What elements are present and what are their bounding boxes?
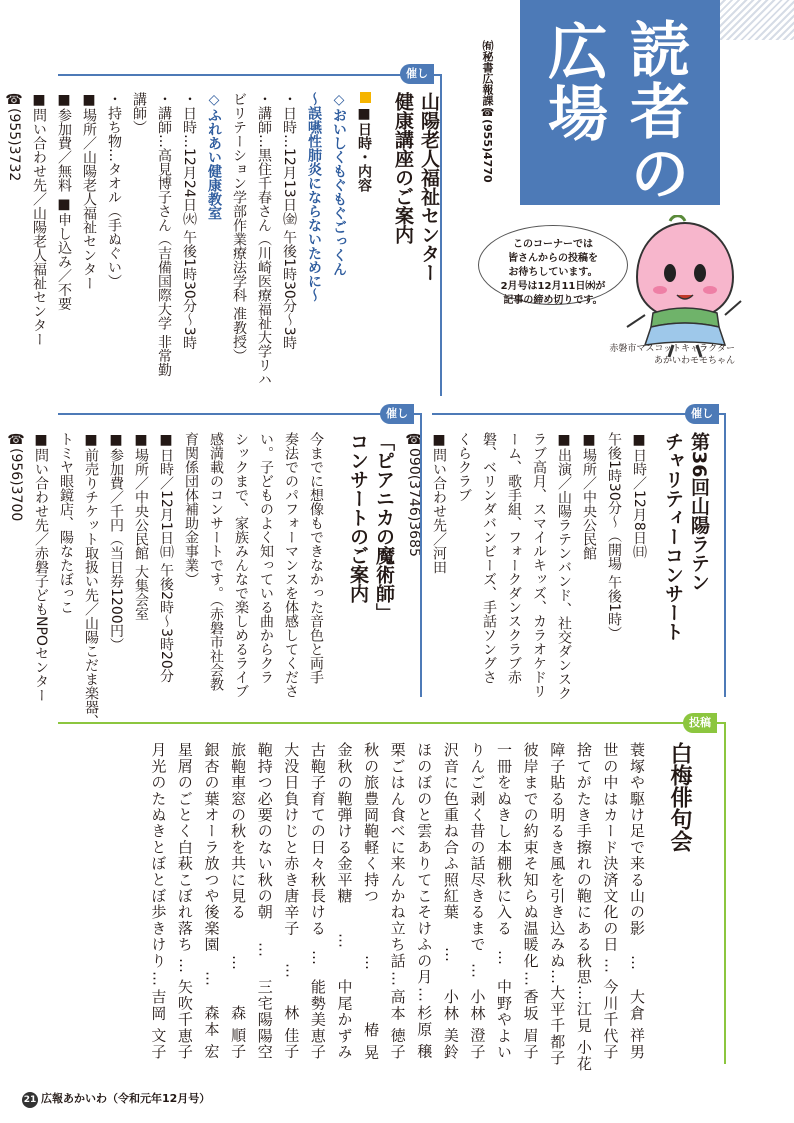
- haiku-item: [171, 742, 198, 1060]
- section-tag: 催し: [380, 404, 414, 424]
- page-title-line2: 広場: [538, 20, 608, 144]
- haiku-poem: 捨てがたき手擦れの鞄にある秋思: [574, 742, 593, 985]
- haiku-poem: 障子貼る明るき風を引き込みぬ: [548, 742, 567, 969]
- haiku-separator: …: [548, 968, 567, 986]
- haiku-author: 三宅陽陽空: [255, 979, 274, 1060]
- section4-heading: 白梅俳句会: [667, 742, 692, 852]
- haiku-separator: …: [362, 954, 381, 971]
- haiku-author: 杉原 穣: [415, 1005, 434, 1060]
- haiku-separator: …: [468, 962, 487, 980]
- body-line: い。子どものよく知っている曲からクラ: [258, 432, 274, 684]
- body-line: ☎(955)3732: [6, 92, 22, 182]
- mascot-caption-line2: あかいわモモちゃん: [653, 356, 735, 366]
- body-line: ■前売りチケット取扱い先／山陽こだま楽器、: [83, 432, 99, 728]
- body-line: ・講師…黒住千春さん（川崎医療福祉大学リハ: [256, 92, 272, 386]
- haiku-separator: …: [601, 957, 620, 974]
- haiku-separator: …: [415, 987, 434, 1004]
- haiku-separator: …: [521, 970, 540, 988]
- body-line: ■場所／山陽老人福祉センター: [81, 92, 97, 290]
- body-line: ■日時／12月8日㈰: [631, 432, 647, 559]
- haiku-author: 江見 小花: [574, 1001, 593, 1072]
- haiku-separator: …: [308, 949, 327, 966]
- section1-body: [1, 92, 376, 392]
- body-line: くらクラブ: [456, 432, 472, 502]
- haiku-list: [145, 742, 650, 1072]
- section2-body: [401, 432, 651, 700]
- haiku-item: [623, 742, 650, 1060]
- haiku-item: [304, 742, 331, 1060]
- mascot-caption: [505, 343, 735, 367]
- page-footer: [22, 1090, 210, 1108]
- haiku-item: [597, 742, 624, 1060]
- haiku-separator: …: [495, 949, 514, 966]
- haiku-author: 吉岡 文子: [149, 989, 168, 1060]
- body-line: ■出演／山陽ラテンバンド、社交ダンスク: [556, 432, 572, 700]
- body-line: ☎090(3746)3685: [406, 432, 422, 557]
- heading-line: 第36回山陽ラテン: [688, 432, 710, 592]
- haiku-poem: 星屑のごとく白萩こぼれ落ち: [175, 742, 194, 953]
- bubble-line: 2月号は12月11日㈬が: [500, 281, 606, 292]
- page-title-line1: 読者の: [620, 18, 690, 204]
- body-line: 午後1時30分～（開場 午後1時）: [606, 432, 622, 641]
- heading-line: コンサートのご案内: [347, 432, 369, 603]
- body-line: 奏法でのパフォーマンスを体感してくださ: [283, 432, 299, 698]
- haiku-author: 中野やよい: [495, 978, 514, 1060]
- haiku-poem: 世の中はカード決済文化の日: [601, 742, 620, 953]
- haiku-author: 森 順子: [229, 1005, 248, 1060]
- haiku-author: 森本 宏: [202, 1005, 221, 1060]
- haiku-separator: …: [441, 946, 460, 963]
- mascot-caption-line1: 赤磐市マスコットキャラクター: [609, 344, 735, 354]
- section2-heading: [660, 432, 712, 641]
- haiku-author: 椿 晃: [362, 1021, 381, 1060]
- bubble-line: 皆さんからの投稿を: [508, 253, 598, 264]
- body-line: ■場所／中央公民館: [581, 432, 597, 560]
- haiku-item: [145, 742, 172, 1060]
- body-line: ・日時…12月24日㈫ 午後1時30分～3時: [181, 92, 197, 350]
- haiku-item: [384, 742, 411, 1060]
- haiku-author: 大平千都子: [548, 985, 567, 1067]
- contact-info: ㈲秘書広報課☎(955)4770: [481, 40, 494, 183]
- haiku-item: [544, 742, 571, 1067]
- haiku-separator: …: [229, 954, 248, 971]
- haiku-item: [490, 742, 517, 1060]
- body-line: ～誤嚥性肺炎にならないために～: [306, 92, 322, 302]
- body-line: ■日時／12月1日㈰ 午後2時～3時20分: [158, 432, 174, 683]
- haiku-item: [517, 742, 544, 1060]
- haiku-author: 能勢美恵子: [308, 978, 327, 1060]
- haiku-poem: 旅鞄車窓の秋を共に見る: [229, 742, 248, 921]
- body-line: 講師）: [131, 92, 147, 134]
- haiku-separator: …: [282, 962, 301, 980]
- haiku-separator: …: [202, 970, 221, 988]
- haiku-item: [437, 742, 464, 1060]
- body-line: ーム、歌手組、フォークダンスクラブ赤: [506, 432, 522, 684]
- haiku-separator: …: [335, 933, 354, 950]
- haiku-poem: ほのぼのと雲ありてこそけふの月: [415, 742, 434, 985]
- haiku-separator: …: [628, 954, 646, 971]
- haiku-poem: 蓑塚や駆け足で来る山の影: [628, 742, 646, 937]
- body-line: ☎(956)3700: [8, 432, 24, 522]
- mascot-momo-illustration: [615, 215, 755, 360]
- haiku-item: [464, 742, 491, 1060]
- title-banner: [520, 0, 720, 205]
- haiku-poem: 古鞄子育ての日々秋長ける: [308, 742, 327, 937]
- heading-line: 山陽老人福祉センター: [418, 92, 440, 282]
- body-line: 育関係団体補助金事業）: [183, 432, 199, 586]
- heading-line: 健康講座のご案内: [392, 92, 414, 244]
- haiku-poem: りんご剥く昔の話尽きるまで: [468, 742, 487, 953]
- haiku-item: [331, 742, 358, 1060]
- haiku-item: [411, 742, 438, 1060]
- section-tag: 投稿: [683, 713, 717, 733]
- haiku-poem: 沢音に色重ね合ふ照紅葉: [441, 742, 460, 921]
- bubble-line: このコーナーでは: [513, 239, 593, 250]
- body-line: トミヤ眼鏡店、陽なたぼっこ: [58, 432, 74, 614]
- haiku-author: 矢吹千恵子: [175, 979, 194, 1060]
- body-line: ◇ふれあい健康教室: [206, 92, 222, 220]
- haiku-poem: 一冊をぬきし本棚秋に入る: [495, 742, 514, 937]
- bubble-line: お待ちしています。: [508, 267, 598, 278]
- body-line: ■問い合わせ先／河田: [431, 432, 447, 574]
- haiku-separator: …: [175, 957, 194, 974]
- section3-heading: [345, 432, 397, 622]
- haiku-item: [225, 742, 252, 1060]
- body-line: ■参加費／無料 ■申し込み／不要: [56, 92, 72, 311]
- body-line: ・持ち物…タオル（手ぬぐい）: [106, 92, 122, 288]
- haiku-item: [357, 742, 384, 1060]
- speech-bubble: [478, 225, 628, 305]
- body-line: 磐、ベリンダバンビーズ、手話ソングさ: [481, 432, 497, 684]
- bubble-line: 記事の締め切りです。: [503, 295, 603, 306]
- body-line: ・日時…12月13日㈮ 午後1時30分～3時: [281, 92, 297, 350]
- body-line: ラブ高月、スマイルキッズ、カラオケドリ: [531, 432, 547, 698]
- body-line: ◇おいしくもぐもぐごっくん: [331, 92, 347, 276]
- haiku-author: 今川千代子: [601, 979, 620, 1060]
- haiku-author: 中尾かずみ: [335, 978, 354, 1060]
- heading-line: チャリティーコンサート: [662, 432, 684, 641]
- haiku-author: 林 佳子: [282, 1005, 301, 1060]
- body-line: ■問い合わせ先／赤磐子どもNPOセンター: [33, 432, 49, 702]
- body-line: ■日時・内容: [351, 92, 376, 392]
- body-line: ■場所／中央公民館 大集会室: [133, 432, 149, 621]
- haiku-separator: …: [574, 985, 593, 1002]
- body-line: ・講師…高見博子さん（吉備国際大学 非常勤: [156, 92, 172, 377]
- haiku-author: 香坂 眉子: [521, 989, 540, 1060]
- haiku-poem: 鞄持つ必要のない秋の朝: [255, 742, 274, 921]
- haiku-poem: 金秋の鞄弾ける金平糖: [335, 742, 354, 904]
- heading-line: 「ピアニカの魔術師」: [373, 432, 395, 622]
- body-line: 今までに想像もできなかった音色と両手: [308, 432, 324, 684]
- haiku-poem: 秋の旅豊岡鞄軽く持つ: [362, 742, 381, 904]
- haiku-poem: 栗ごはん食べに来んかね立ち話: [388, 742, 407, 969]
- haiku-poem: 大没日負けじと赤き唐辛子: [282, 742, 301, 937]
- haiku-author: 高本 徳子: [388, 989, 407, 1060]
- footer-text: 広報あかいわ（令和元年12月号）: [41, 1092, 211, 1105]
- haiku-author: 小林 美鈴: [441, 989, 460, 1060]
- haiku-item: [278, 742, 305, 1060]
- body-line: 感満載のコンサートです。（赤磐市社会教: [208, 432, 224, 691]
- section-tag: 催し: [400, 64, 434, 84]
- haiku-author: 小林 澄子: [468, 989, 487, 1060]
- haiku-poem: 銀杏の葉オーラ放つや後楽園: [202, 742, 221, 953]
- haiku-separator: …: [388, 970, 407, 988]
- haiku-item: [570, 742, 597, 1072]
- haiku-separator: …: [149, 970, 168, 988]
- haiku-poem: 彼岸までの約束そ知らぬ温暖化: [521, 742, 540, 969]
- section3-body: [3, 432, 328, 728]
- body-line: ■問い合わせ先／山陽老人福祉センター: [31, 92, 47, 346]
- page-number: 21: [22, 1092, 38, 1108]
- section1-heading: [390, 92, 442, 282]
- body-line: ■参加費／千円（当日券1200円）: [108, 432, 124, 652]
- body-line: ビリテーション学部作業療法学科 准教授）: [231, 92, 247, 363]
- haiku-author: 大倉 祥男: [628, 989, 646, 1060]
- haiku-item: [251, 742, 278, 1060]
- body-line: シックまで、家族みんなで楽しめるライブ: [233, 432, 249, 698]
- haiku-poem: 月光のたぬきとぼとぼ歩きけり: [149, 742, 168, 969]
- haiku-separator: …: [255, 941, 274, 958]
- haiku-item: [198, 742, 225, 1060]
- section-tag: 催し: [685, 404, 719, 424]
